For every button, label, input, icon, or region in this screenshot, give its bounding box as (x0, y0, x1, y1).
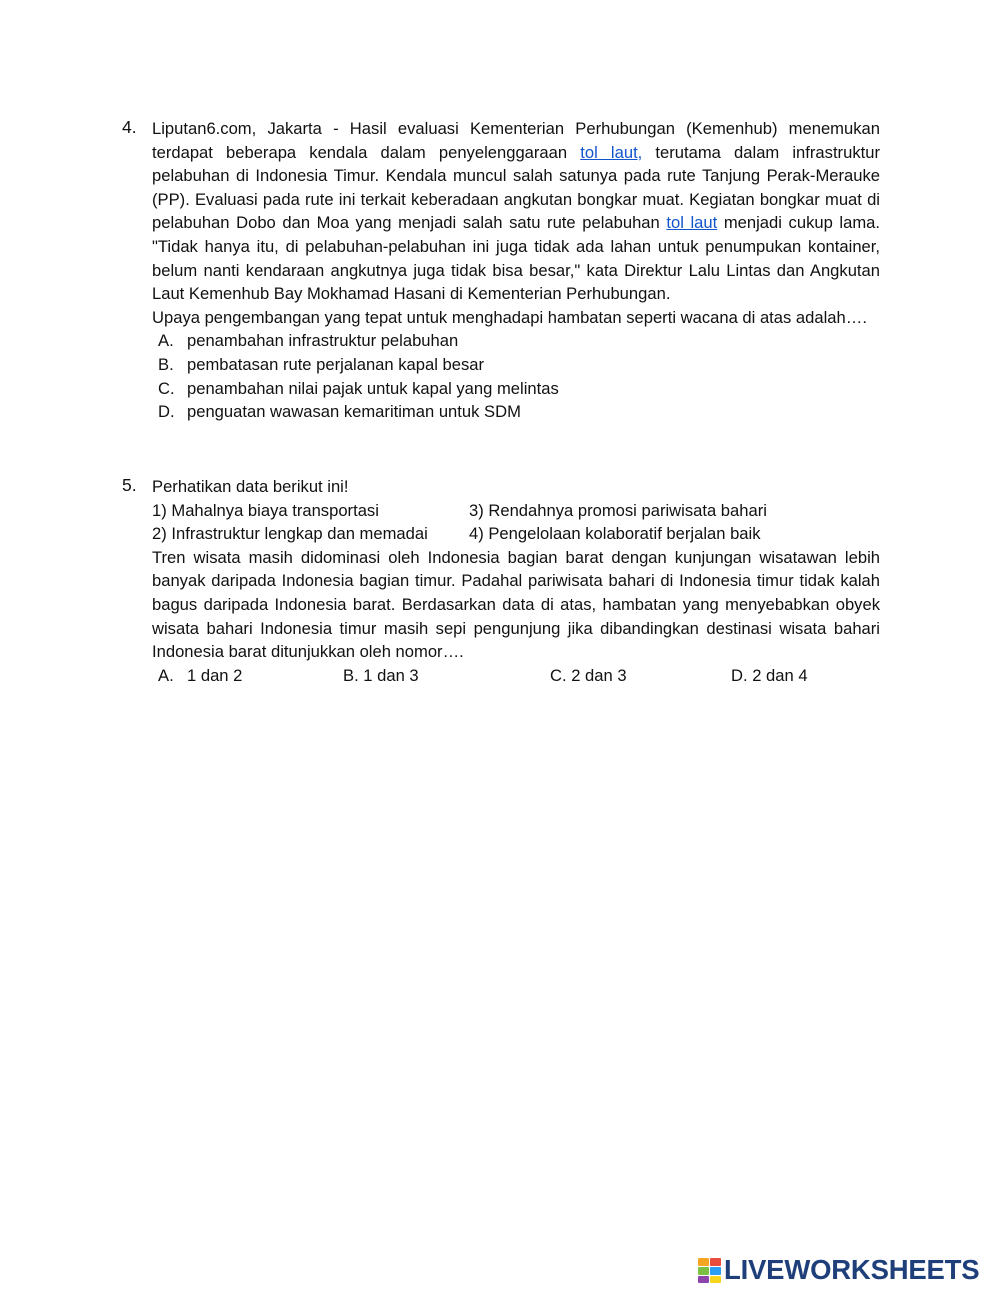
statement: 1) Mahalnya biaya transportasi (152, 500, 379, 520)
question-4 (122, 117, 880, 424)
option-letter: D. (158, 402, 175, 422)
statement-row (152, 522, 880, 546)
answer-options (152, 664, 880, 688)
statement-row (152, 499, 880, 523)
option-letter: A. (158, 665, 174, 685)
question-number: 5. (122, 475, 137, 495)
question-5 (122, 475, 880, 687)
option-letter: A. (158, 331, 174, 351)
option-text: pembatasan rute perjalanan kapal besar (187, 354, 485, 374)
option-text: 1 dan 2 (187, 665, 243, 685)
logo-block (698, 1267, 709, 1275)
answer-option-b[interactable] (152, 353, 880, 377)
question-passage (152, 117, 880, 306)
brand-name: LIVEWORKSHEETS (724, 1254, 980, 1285)
question-passage: Tren wisata masih didominasi oleh Indonesia bagian barat dengan kunjungan wisatawan lebih banyak daripada Indonesia bagian timur. Padahal pariwisata bahari di Indonesia timur tidak kalah bagus daripada Indonesia barat. Berdasarkan data di atas, hambatan yang menyebabkan obyek wisata bahari Indonesia timur masih sepi pengunjung jika dibandingkan destinasi wisata bahari Indonesia barat ditunjukkan oleh nomor…. (152, 547, 880, 662)
statement: 3) Rendahnya promosi pariwisata bahari (469, 500, 767, 520)
option-text: penguatan wawasan kemaritiman untuk SDM (187, 402, 521, 422)
option-letter: C. (158, 378, 175, 398)
liveworksheets-logo[interactable] (697, 1254, 979, 1286)
option-text: penambahan infrastruktur pelabuhan (187, 331, 459, 351)
question-intro: Perhatikan data berikut ini! (152, 477, 349, 496)
answer-option-a[interactable] (152, 329, 880, 353)
logo-block (710, 1276, 721, 1283)
question-body (152, 475, 880, 687)
answer-option-c[interactable] (152, 377, 880, 401)
question-body (152, 117, 880, 424)
tol-laut-link[interactable]: tol laut (666, 213, 718, 233)
passage-text: Liputan6.com, Jakarta - Hasil evaluasi Kementerian Perhubungan (Kemenhub) menemukan terdapat beberapa kendala dalam penyelenggaraan (152, 119, 880, 162)
statement: 2) Infrastruktur lengkap dan memadai (152, 524, 428, 544)
option-text: penambahan nilai pajak untuk kapal yang melintas (187, 378, 559, 398)
statement: 4) Pengelolaan kolaboratif berjalan baik (469, 524, 761, 544)
answer-option-d[interactable]: D. 2 dan 4 (731, 665, 808, 685)
passage-text: terutama dalam infrastruktur pelabuhan di Indonesia Timur. Kendala muncul salah satunya pada rute Tanjung Perak-Merauke (PP). Evaluasi pada rute ini terkait keberadaan angkutan bongkar muat. Kegiatan bongkar muat di pelabuhan Dobo dan Moa yang menjadi salah satu rute pelabuhan (152, 142, 880, 233)
logo-mark-icon (697, 1257, 721, 1283)
question-prompt: Upaya pengembangan yang tepat untuk menghadapi hambatan seperti wacana di atas adalah…. (152, 307, 867, 327)
answer-option-a[interactable] (158, 664, 174, 688)
logo-block (698, 1258, 709, 1266)
answer-option-b[interactable]: B. 1 dan 3 (343, 665, 419, 685)
logo-block (710, 1258, 721, 1266)
passage-text: menjadi cukup lama. "Tidak hanya itu, di pelabuhan-pelabuhan ini juga tidak ada lahan untuk penumpukan kontainer, belum nanti kendaraan angkutnya juga tidak bisa besar," kata Direktur Lalu Lintas dan Angkutan Laut Kemenhub Bay Mokhamad Hasani di Kementerian Perhubungan. (152, 213, 881, 304)
answer-option-c[interactable]: C. 2 dan 3 (550, 665, 627, 685)
logo-block (698, 1276, 709, 1283)
option-letter: B. (158, 354, 174, 374)
question-number: 4. (122, 117, 137, 137)
tol-laut-link[interactable]: tol laut, (580, 142, 643, 162)
answer-option-d[interactable] (152, 400, 880, 424)
logo-block (710, 1267, 721, 1275)
